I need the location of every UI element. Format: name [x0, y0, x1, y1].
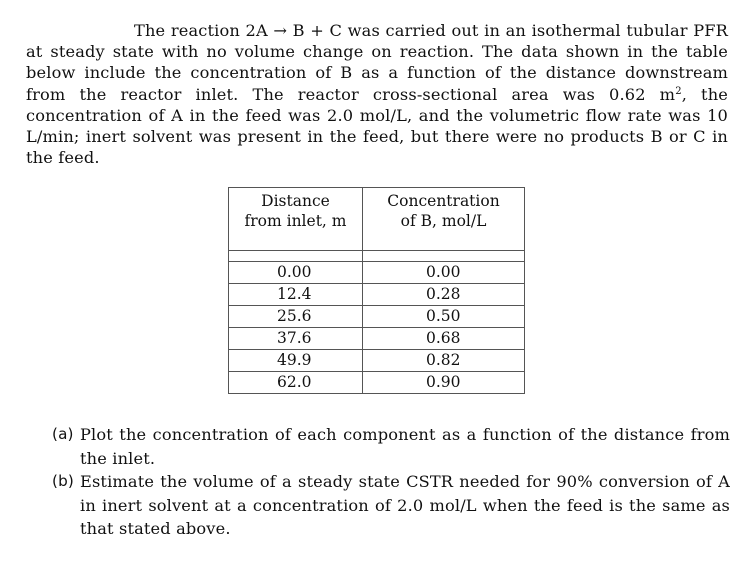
- question-text: Estimate the volume of a steady state CSTR needed for 90% conversion of A in inert solvent at a concentration of 2.0 mol/L when the feed is the same as that stated above.: [80, 472, 730, 538]
- cell-conc-b: 0.82: [363, 350, 525, 372]
- header-concentration-line2: of B, mol/L: [400, 212, 487, 230]
- question-list: [52, 423, 730, 541]
- question-b: [52, 470, 730, 541]
- table-row: [229, 372, 525, 394]
- cell-conc-b: 0.90: [363, 372, 525, 394]
- cell-conc-b: 0.00: [363, 262, 525, 284]
- question-label: (a): [52, 425, 74, 443]
- question-text: Plot the concentration of each component as a function of the distance from the inlet.: [80, 425, 730, 468]
- cell-distance: 12.4: [229, 284, 363, 306]
- cell-distance: 49.9: [229, 350, 363, 372]
- cell-distance: 0.00: [229, 262, 363, 284]
- question-a: [52, 423, 730, 470]
- header-concentration: [363, 188, 525, 251]
- cell-conc-b: 0.28: [363, 284, 525, 306]
- table-header-row: [229, 188, 525, 251]
- header-distance: [229, 188, 363, 251]
- problem-text-part1: The reaction 2A → B + C was carried out in an isothermal tubular PFR at steady state with no volume change on reaction. The data shown in the table below include the concentration of B as a function of the distance downstream from the reactor inlet. The reactor cross-sectional area was 0.62 m: [26, 21, 728, 104]
- header-concentration-line1: Concentration: [387, 192, 500, 210]
- cell-distance: 62.0: [229, 372, 363, 394]
- cell-distance: 25.6: [229, 306, 363, 328]
- data-table: [228, 187, 525, 394]
- table-row: [229, 306, 525, 328]
- header-distance-line2: from inlet, m: [244, 212, 347, 230]
- header-distance-line1: Distance: [261, 192, 330, 210]
- problem-text-part2: , the concentration of A in the feed was 2.0 mol/L, and the volumetric flow rate was 10 L/min; inert solvent was present in the feed, but there were no products B or C in the feed.: [26, 84, 728, 168]
- table-row: [229, 284, 525, 306]
- table-row: [229, 262, 525, 284]
- cell-conc-b: 0.68: [363, 328, 525, 350]
- problem-statement: [26, 20, 728, 168]
- table-row: [229, 350, 525, 372]
- cell-distance: 37.6: [229, 328, 363, 350]
- superscript-exponent: 2: [675, 85, 682, 97]
- table-spacer-row: [229, 251, 525, 262]
- table-row: [229, 328, 525, 350]
- question-label: (b): [52, 472, 74, 490]
- cell-conc-b: 0.50: [363, 306, 525, 328]
